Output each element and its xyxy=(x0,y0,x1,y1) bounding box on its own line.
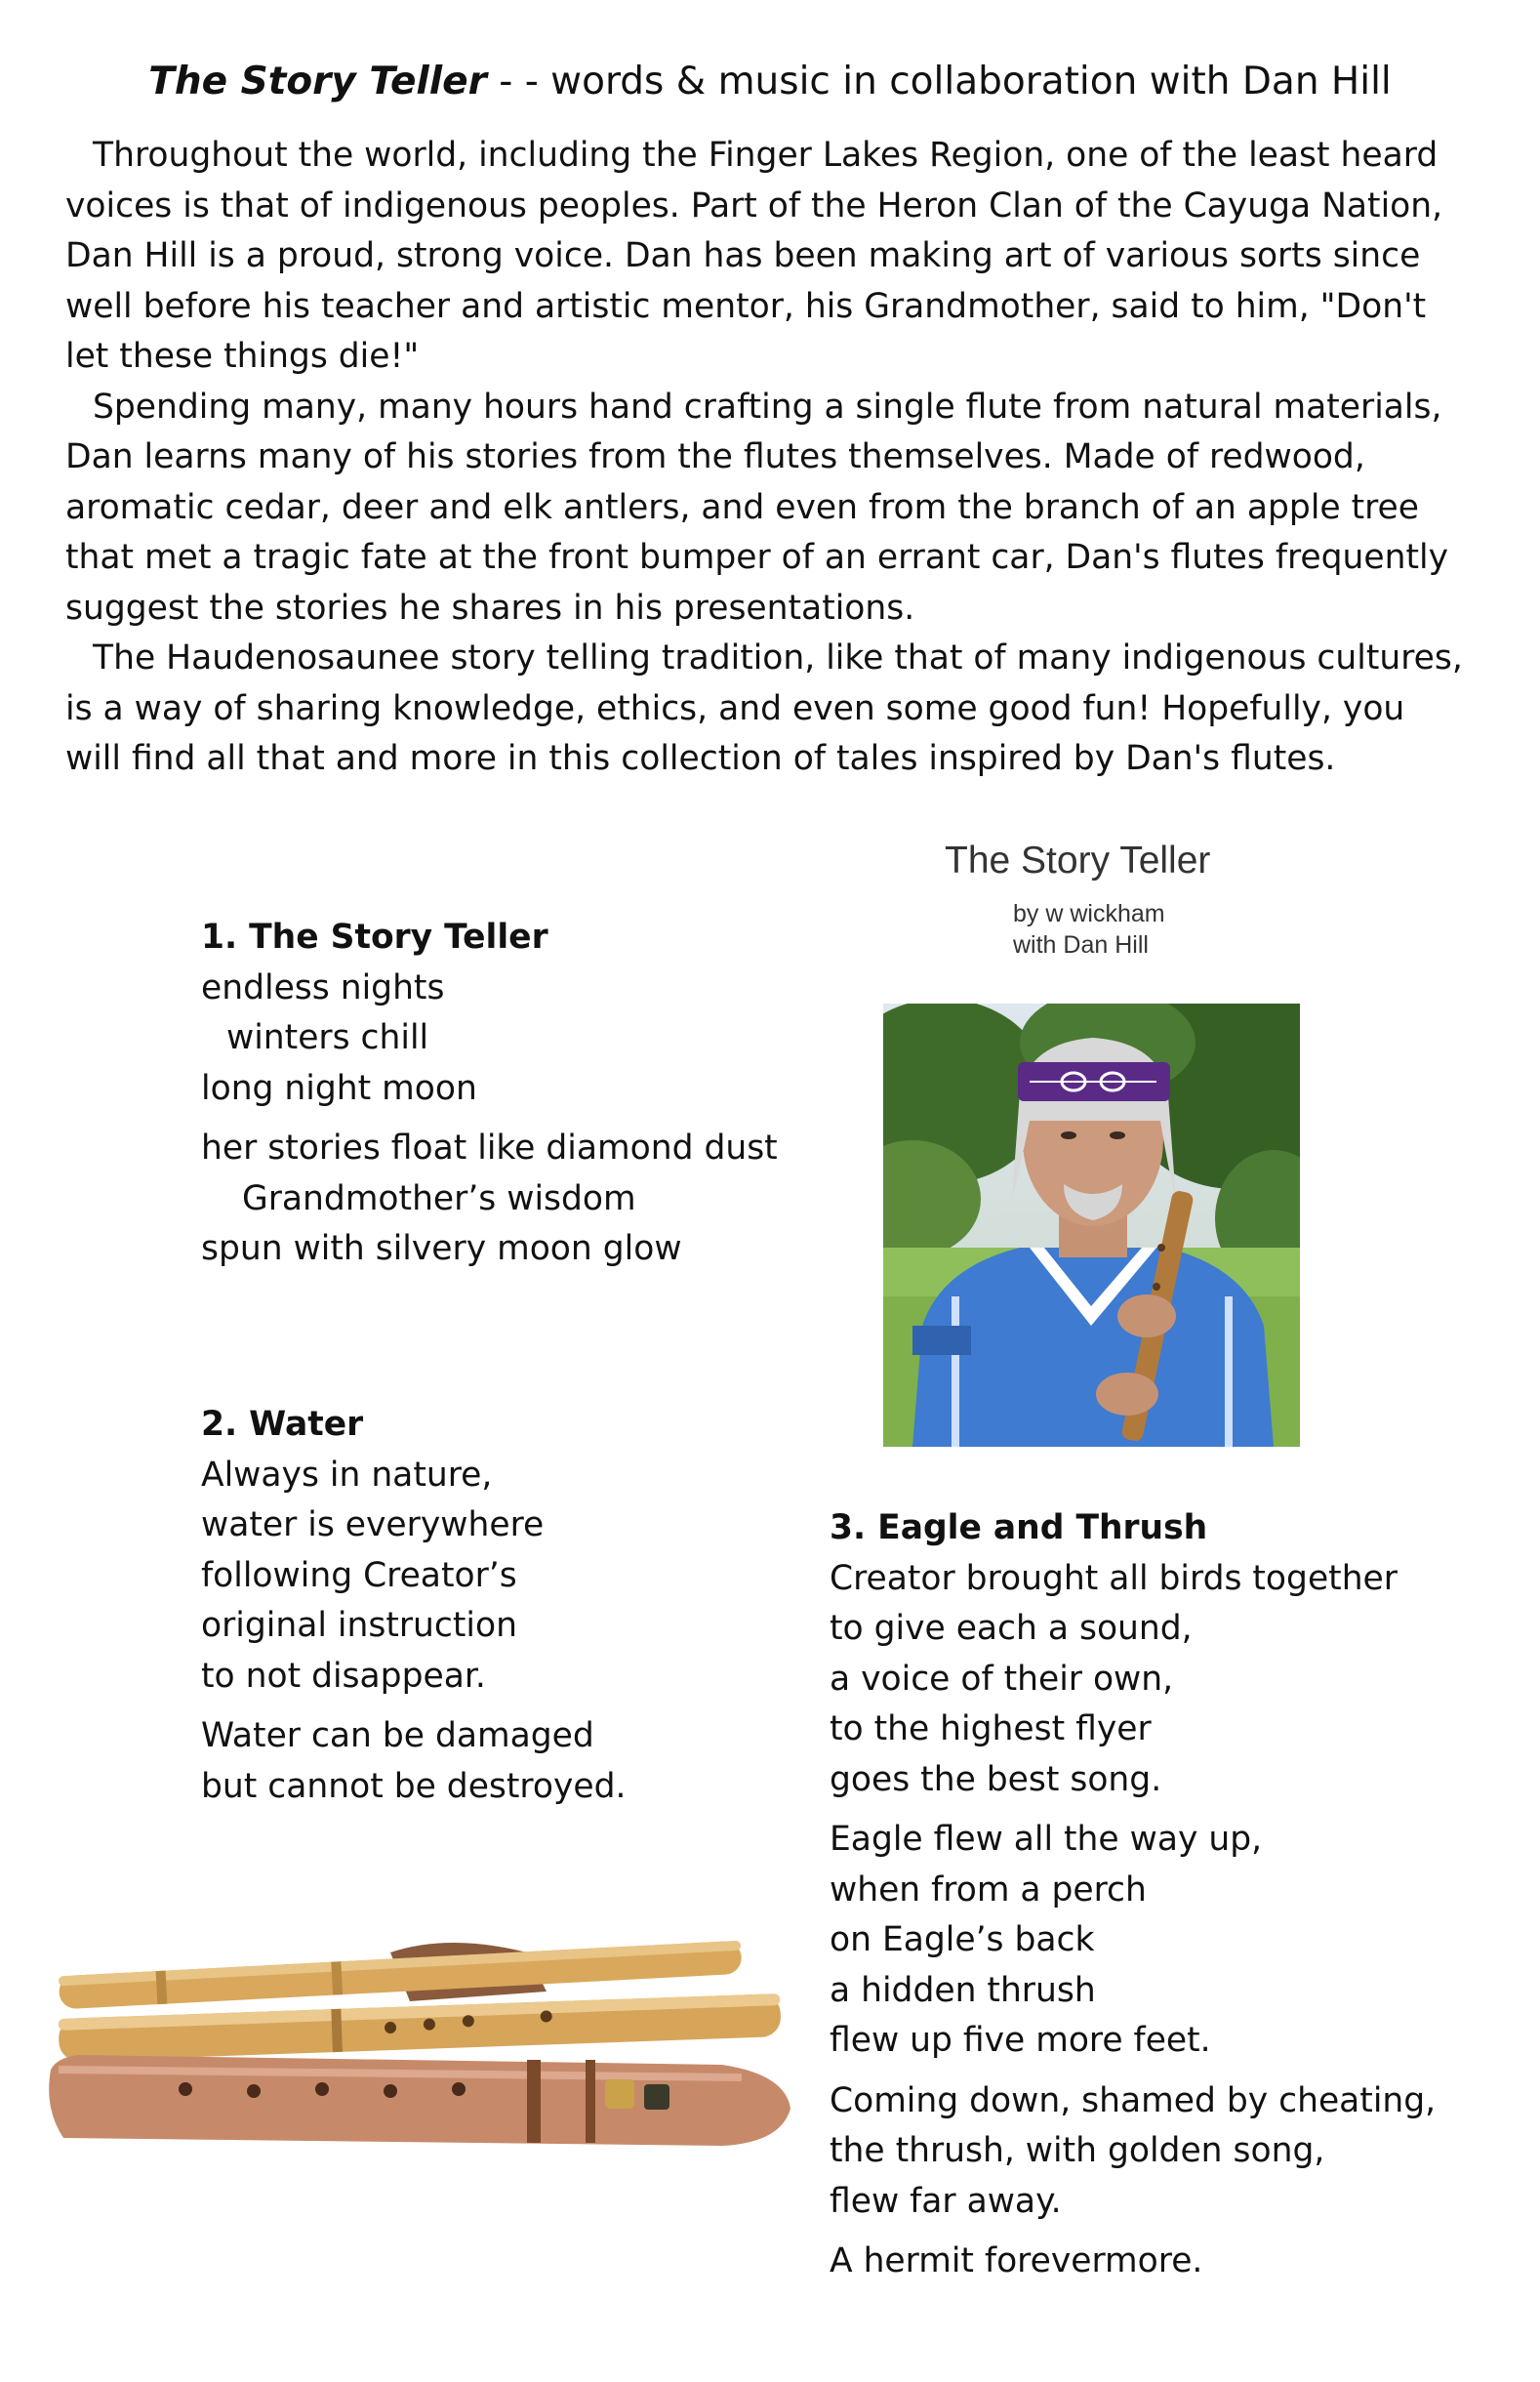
book-byline: by w wickham xyxy=(1013,900,1165,927)
poem-story-teller xyxy=(201,913,778,1285)
poem-line: long night moon xyxy=(201,1068,477,1108)
poem-line: Coming down, shamed by cheating, xyxy=(830,2080,1437,2120)
poem-line: Eagle flew all the way up, xyxy=(830,1820,1263,1859)
stanza xyxy=(830,1554,1436,1806)
poem-heading: 3. Eagle and Thrush xyxy=(830,1508,1208,1547)
poem-line: her stories float like diamond dust xyxy=(201,1129,778,1168)
poem-line: flew up five more feet. xyxy=(830,2021,1211,2060)
flutes-illustration xyxy=(39,1913,800,2153)
book-cover-credit xyxy=(1013,898,1165,961)
page-title-rest: - - words & music in collaboration with Dan Hill xyxy=(486,60,1392,103)
poem-line: spun with silvery moon glow xyxy=(201,1229,682,1268)
stanza xyxy=(830,2076,1436,2228)
poem-line: Creator brought all birds together xyxy=(830,1558,1398,1598)
stanza xyxy=(830,2237,1436,2287)
poem-heading: 2. Water xyxy=(201,1405,364,1444)
poem-line: A hermit forevermore. xyxy=(830,2241,1203,2280)
poem-line: original instruction xyxy=(201,1606,517,1645)
poem-line: on Eagle’s back xyxy=(830,1920,1095,1959)
poem-line: endless nights xyxy=(201,967,445,1007)
page-title xyxy=(0,57,1540,107)
intro-text xyxy=(65,131,1471,785)
poem-line: a voice of their own, xyxy=(830,1659,1174,1699)
poem-line: when from a perch xyxy=(830,1869,1147,1910)
poem-line: a hidden thrush xyxy=(830,1970,1096,2010)
poem-line: Always in nature, xyxy=(201,1455,493,1495)
poem-line: following Creator’s xyxy=(201,1555,517,1595)
page-title-strong: The Story Teller xyxy=(148,60,487,103)
poem-line: water is everywhere xyxy=(201,1505,545,1544)
poem-line: but cannot be destroyed. xyxy=(201,1766,627,1806)
book-cover-title: The Story Teller xyxy=(945,840,1211,882)
flutes-image xyxy=(39,1913,800,2153)
poem-line: winters chill xyxy=(226,1018,429,1057)
poem-line: the thrush, with golden song, xyxy=(830,2131,1325,2170)
poem-line: Grandmother’s wisdom xyxy=(242,1178,636,1218)
poem-water xyxy=(201,1400,626,1822)
poem-heading: 1. The Story Teller xyxy=(201,918,548,957)
stanza xyxy=(201,964,778,1115)
poem-line: goes the best song. xyxy=(830,1759,1162,1799)
intro-paragraph-2: Spending many, many hours hand crafting a single flute from natural materials, Dan learns many of his stories from the flutes themselves. Made of redwood, aromatic cedar, deer and elk antlers, and even from the branch of an apple tree that met a tragic fate at the front bumper of an errant car, Dan's flutes frequently suggest the stories he shares in his presentations. xyxy=(65,387,1449,628)
poem-line: to give each a sound, xyxy=(830,1609,1193,1648)
poem-eagle-and-thrush xyxy=(830,1503,1436,2297)
poem-line: to not disappear. xyxy=(201,1656,486,1696)
intro-paragraph-3: The Haudenosaunee story telling tradition, like that of many indigenous cultures, is a way of sharing knowledge, ethics, and even some good fun! Hopefully, you will find all that and more in this collection of tales inspired by Dan's flutes. xyxy=(65,638,1463,778)
intro-paragraph-1: Throughout the world, including the Finger Lakes Region, one of the least heard voices is that of indigenous peoples. Part of the Heron Clan of the Cayuga Nation, Dan Hill is a proud, strong voice. Dan has been making art of various sorts since well before his teacher and artistic mentor, his Grandmother, said to him, "Don't let these things die!" xyxy=(65,136,1443,376)
storyteller-photo xyxy=(883,1004,1300,1447)
stanza xyxy=(201,1711,626,1812)
book-with: with Dan Hill xyxy=(1013,931,1149,959)
poem-line: flew far away. xyxy=(830,2181,1062,2221)
stanza xyxy=(830,1815,1436,2067)
poem-line: to the highest flyer xyxy=(830,1709,1152,1748)
poem-line: Water can be damaged xyxy=(201,1716,594,1755)
stanza xyxy=(201,1451,626,1703)
stanza xyxy=(201,1124,778,1275)
storyteller-photo-illustration xyxy=(883,1004,1300,1447)
